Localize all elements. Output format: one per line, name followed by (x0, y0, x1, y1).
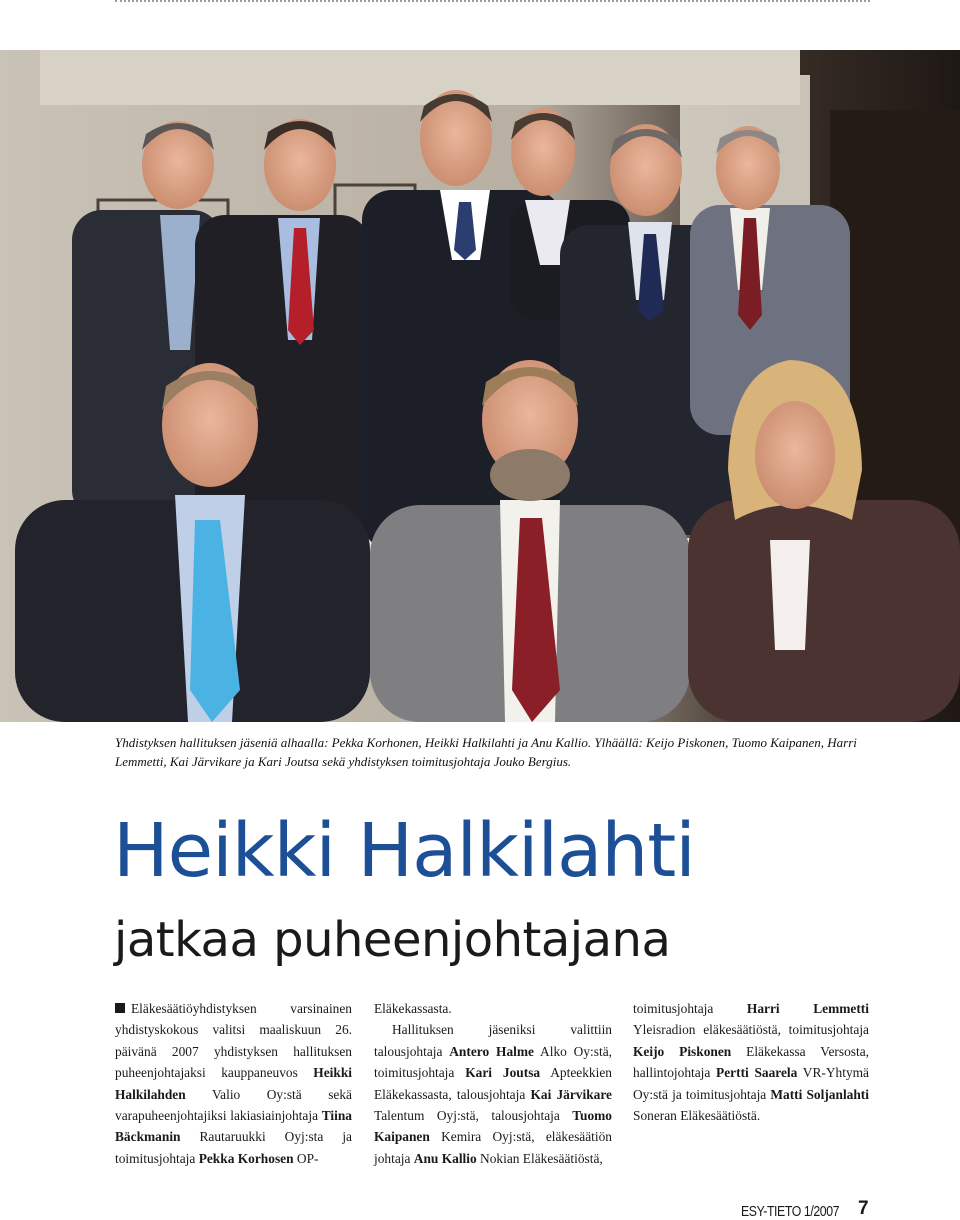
person-name: Harri Lemmetti (746, 1001, 869, 1016)
body-text: Eläkekassa Versosta, hallintojohtaja (633, 1043, 869, 1081)
person-name: Kai Järvikare (530, 1086, 612, 1102)
photo-caption: Yhdistyksen hallituksen jäseniä alhaalla: Pekka Korhonen, Heikki Halkilahti ja Anu Kallio. Ylhäällä: Keijo Piskonen, Tuomo Kaipanen, Harri Lemmetti, Kai Järvikare ja Kari Joutsa sekä yhdistyksen toimitusjohtaja Jouko Bergius. (115, 735, 857, 769)
body-text: Kemira Oyj:stä, eläkesäätiön johtaja (374, 1129, 612, 1166)
body-text: Valio Oy:stä sekä varapuheenjohtajiksi lakiasiainjohtaja (115, 1086, 352, 1124)
top-dotted-rule (115, 0, 870, 2)
article-start-square-icon (115, 1003, 125, 1013)
body-column-1 (115, 998, 352, 1169)
body-text: Nokian Eläkesäätiöstä, (476, 1150, 603, 1166)
body-text: Apteekkien Eläkekassasta, talousjohtaja (374, 1065, 612, 1102)
body-text: OP- (293, 1150, 319, 1166)
person-name: Pertti Saarela (716, 1065, 798, 1081)
body-text: Rautaruukki Oyj:sta ja toimitusjohtaja (115, 1129, 352, 1166)
body-text: toimitusjohtaja (633, 1001, 747, 1016)
body-column-3 (633, 998, 869, 1126)
body-text: Alko Oy:stä, toimitusjohtaja (374, 1043, 612, 1081)
headline: Heikki Halkilahti (113, 808, 695, 894)
body-text: Eläkekassasta. (374, 1001, 452, 1016)
magazine-issue: ESY-TIETO 1/2007 (741, 1203, 840, 1220)
person-name: Pekka Korhosen (198, 1150, 294, 1166)
body-text: Eläkesäätiöyhdistyksen varsinainen yhdistyskokous valitsi maaliskuun 26. päivänä 2007 yhdistyksen hallituksen puheenjohtajaksi kauppaneuvos (115, 1001, 352, 1081)
page-number: 7 (858, 1198, 869, 1219)
group-photo (0, 50, 960, 722)
person-name: Kari Joutsa (465, 1065, 541, 1081)
person-name: Antero Halme (449, 1043, 534, 1059)
body-column-2 (374, 998, 612, 1169)
person-name: Tiina Bäckmanin (115, 1108, 352, 1145)
body-text: Hallituksen jäseniksi valittiin talousjohtaja (374, 1022, 612, 1059)
person-name: Keijo Piskonen (633, 1043, 732, 1059)
body-text: Yleisradion eläkesäätiöstä, toimitusjohtaja (633, 1022, 869, 1038)
person-name: Heikki Halkilahden (115, 1065, 352, 1102)
person-name: Tuomo Kaipanen (374, 1108, 612, 1145)
subheadline: jatkaa puheenjohtajana (114, 912, 671, 968)
body-text: VR-Yhtymä Oy:stä ja toimitusjohtaja (633, 1065, 869, 1102)
body-text: Soneran Eläkesäätiöstä. (633, 1108, 761, 1124)
person-name: Matti Soljanlahti (770, 1086, 869, 1102)
person-name: Anu Kallio (413, 1150, 477, 1166)
body-text: Talentum Oyj:stä, talousjohtaja (374, 1108, 573, 1124)
